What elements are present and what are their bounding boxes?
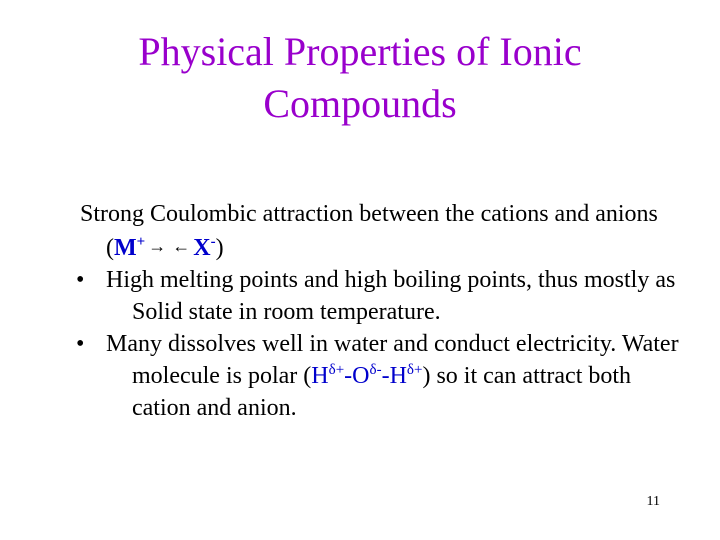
slide-title: Physical Properties of Ionic Compounds bbox=[138, 29, 582, 126]
bullet-text: High melting points and high boiling points, thus mostly as Solid state in room temperature. bbox=[106, 267, 676, 325]
slide-body bbox=[76, 198, 680, 424]
bullet-item bbox=[76, 328, 680, 424]
anion-symbol: X bbox=[193, 235, 211, 261]
bullet-marker-icon: • bbox=[76, 331, 85, 357]
arrow-left-icon: ← bbox=[172, 236, 191, 256]
bullet-text: Many dissolves well in water and conduct electricity. Water molecule is polar $(H^{\delta+}-O^{\delta-}-H^{\delta+})$ so it can attract both cation and anion. bbox=[106, 331, 679, 421]
bullet-marker-icon: • bbox=[76, 267, 85, 293]
cation-symbol: M bbox=[114, 235, 137, 261]
anion-charge: - bbox=[210, 234, 216, 250]
arrow-right-icon: → bbox=[148, 236, 167, 256]
bullet-item bbox=[76, 264, 680, 328]
page-number: 11 bbox=[646, 494, 660, 509]
intro-paragraph: Strong Coulombic attraction between the cations and anions (M+ → ← X-) bbox=[80, 201, 658, 261]
cation-charge: + bbox=[136, 234, 146, 250]
